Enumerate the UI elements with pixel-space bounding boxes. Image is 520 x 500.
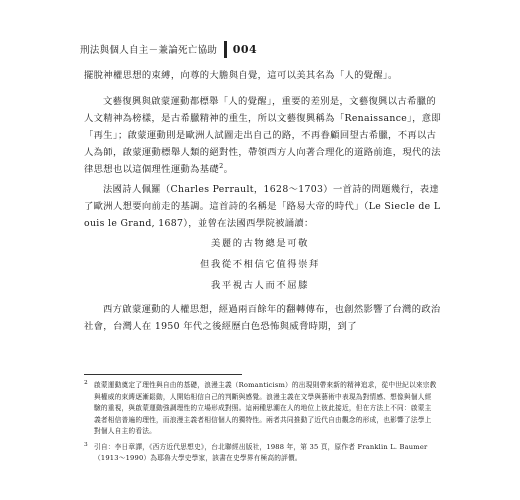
paragraph-1-block <box>84 67 442 84</box>
footnote-ref-2[interactable]: 2 <box>219 161 224 170</box>
header-divider <box>224 41 227 58</box>
paragraph-3-block <box>84 181 442 232</box>
paragraph-2-block <box>84 93 442 178</box>
running-title: 刑法與個人自主－兼論死亡協助 <box>80 45 218 56</box>
poem-line-1: 美麗的古物總是可敬 <box>210 238 310 249</box>
footnote-3 <box>84 442 438 465</box>
poem-line-3: 我平視古人而不屈膝 <box>210 280 310 291</box>
footnote-text: 啟蒙運動奠定了理性與自由的基礎，浪漫主義（Romanticism）的出現則帶來新的精神追求，從中世紀以來宗教與權威的束縛逐漸鬆動，人開始相信自己的判斷與感覺。浪漫主義在文學與藝術中表現為對情感、想像與個人經驗的重視，與啟蒙運動強調理性的立場形成對照。這兩種思潮在人的地位上彼此接近，但在方法上不同：啟蒙主義者相信普遍的理性，而浪漫主義者相信個人的獨特性。兩者共同推動了近代自由觀念的形成，也影響了法學上對個人自主的看法。 <box>94 381 437 435</box>
page-number: 004 <box>232 42 258 56</box>
running-header <box>80 39 257 59</box>
poem-line-2: 但我從不相信它值得崇拜 <box>200 259 320 270</box>
paragraph-3: 法國詩人佩羅（Charles Perrault，1628～1703）一首詩的問題幾行，表達了歐洲人想要向前走的基調。這首詩的名稱是「路易大帝的時代」（Le Siecle de Louis le Grand, 1687），並曾在法國西學院被誦讀： <box>84 184 441 229</box>
paragraph-4-block <box>84 301 442 335</box>
paragraph-1: 擺脫神權思想的束縛，向尊的大膽與自覺，這可以美其名為「人的覺醒」。 <box>84 70 398 81</box>
paragraph-4: 西方啟蒙運動的人權思想，經過兩百餘年的翻轉傳布，也創然影響了台灣的政治社會，台灣人在 1950 年代之後經歷白色恐怖與威脅時期，到了 <box>84 304 441 332</box>
paragraph-2 <box>84 93 442 178</box>
footnote-2 <box>84 380 438 438</box>
footnote-number: 3 <box>84 441 88 448</box>
paragraph-2-end: 。 <box>223 164 234 175</box>
paragraph-2-text: 文藝復興與啟蒙運動都標舉「人的覺醒」，重要的差別是，文藝復興以古希臘的人文精神為榜樣，是古希臘精神的重生，所以文藝復興稱為「Renaissance」，意即「再生」；啟蒙運動則是歐洲人試圖走出自己的路，不再眷顧回望古希臘，不再以古人為師，啟蒙運動標舉人類的絕對性，帶領西方人向著合理化的道路前進，現代的法律思想也以這個理性運動為基礎 <box>84 96 442 175</box>
footnote-separator <box>84 374 242 375</box>
footnote-text: 引自：李日章譯，《西方近代思想史》，台北聯經出版社，1988 年，第 35 頁，原作者 Franklin L. Baumer（1913～1990）為耶魯大學史學家，該書在史學界有極高的評價。 <box>94 442 428 462</box>
footnote-number: 2 <box>84 380 88 386</box>
footnotes <box>84 380 438 469</box>
